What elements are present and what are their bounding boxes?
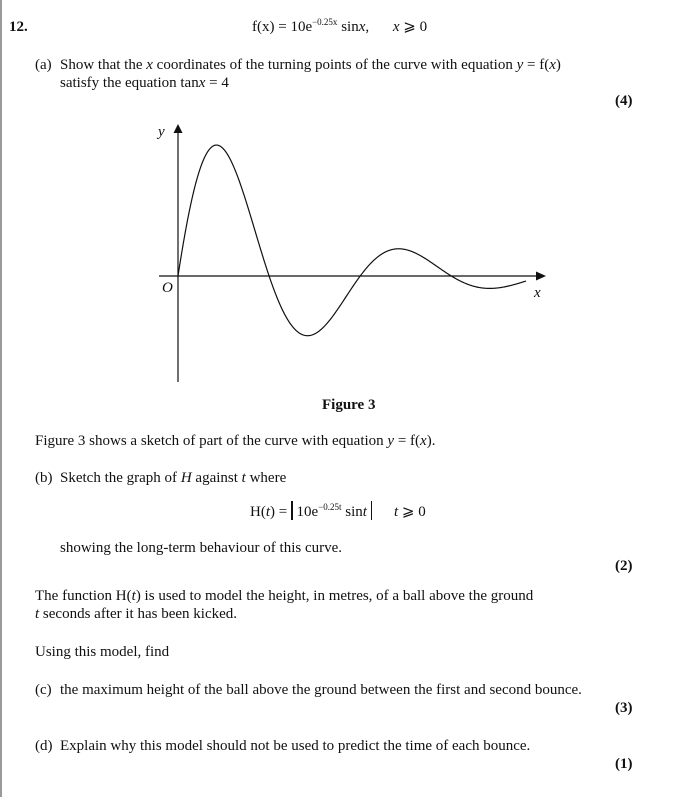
part-a-line1: Show that the x coordinates of the turning points of the curve with equation y = f(x)	[60, 57, 561, 73]
question-number: 12.	[9, 19, 28, 35]
curve-path	[178, 145, 526, 336]
figure-caption: Figure 3	[322, 397, 376, 413]
origin-label: O	[162, 280, 173, 296]
part-b-text: Sketch the graph of H against t where	[60, 470, 287, 486]
y-axis-arrowhead	[174, 124, 183, 133]
part-b-label: (b)	[35, 470, 53, 486]
model-line1: The function H(t) is used to model the height, in metres, of a ball above the ground	[35, 588, 534, 604]
part-c-label: (c)	[35, 682, 52, 698]
model-line2: t seconds after it has been kicked.	[35, 606, 238, 622]
page-left-border	[0, 0, 2, 797]
model-using: Using this model, find	[35, 644, 170, 660]
part-d-text: Explain why this model should not be used to predict the time of each bounce.	[60, 738, 531, 754]
part-b-marks: (2)	[615, 558, 633, 574]
part-d-label: (d)	[35, 738, 53, 754]
x-axis-arrowhead	[536, 272, 546, 281]
y-axis-label: y	[158, 124, 165, 140]
part-b-equation: $H(t) = 10e^{-0.25t}$ sint t ⩾ 0	[250, 502, 426, 520]
abs-bar-left	[291, 501, 292, 520]
part-c-text: the maximum height of the ball above the ground between the first and second bounce.	[60, 682, 582, 698]
function-definition: $f(x) = 10e^{-0.25x}$ sinx, x ⩾ 0	[252, 17, 428, 35]
part-b-showing: showing the long-term behaviour of this curve.	[60, 540, 343, 556]
x-axis-label: x	[534, 285, 541, 301]
part-c-marks: (3)	[615, 700, 633, 716]
part-d-marks: (1)	[615, 756, 633, 772]
part-a-label: (a)	[35, 57, 52, 73]
abs-bar-right	[371, 501, 372, 520]
figure-description: Figure 3 shows a sketch of part of the curve with equation y = f(x).	[35, 433, 436, 449]
part-a-marks: (4)	[615, 93, 633, 109]
part-a-line2: satisfy the equation tanx = 4	[60, 75, 229, 91]
